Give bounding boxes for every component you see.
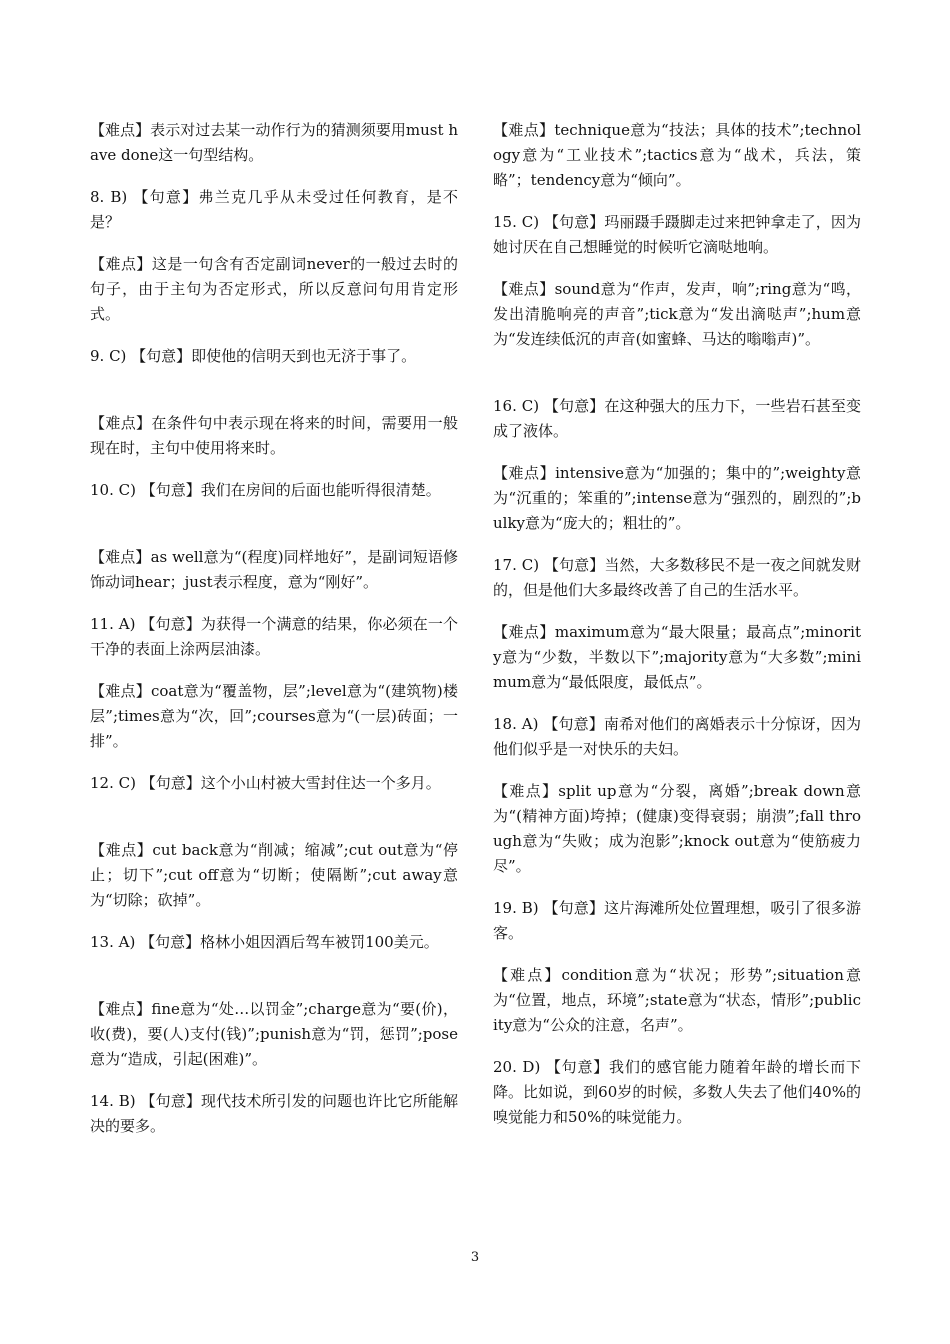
paragraph: 18. A) 【句意】南希对他们的离婚表示十分惊讶，因为他们似乎是一对快乐的夫妇。 — [493, 715, 861, 758]
page-number: 3 — [470, 1250, 480, 1265]
paragraph: 【难点】technique意为“技法；具体的技术”;technology意为“工业技术”;tactics意为“战术，兵法，策略”；tendency意为“倾向”。 — [493, 121, 861, 189]
paragraph: 【难点】这是一句含有否定副词never的一般过去时的句子，由于主句为否定形式，所以反意问句用肯定形式。 — [90, 255, 458, 323]
paragraph: 【难点】sound意为“作声，发声，响”;ring意为“鸣，发出清脆响亮的声音”;tick意为“发出滴哒声”;hum意为“发连续低沉的声音(如蜜蜂、马达的嗡嗡声)”。 — [493, 280, 861, 348]
paragraph: 12. C) 【句意】这个小山村被大雪封住达一个多月。 — [90, 774, 441, 792]
paragraph: 11. A) 【句意】为获得一个满意的结果，你必须在一个干净的表面上涂两层油漆。 — [90, 615, 458, 658]
paragraph: 17. C) 【句意】当然，大多数移民不是一夜之间就发财的，但是他们大多最终改善了自己的生活水平。 — [493, 556, 861, 599]
paragraph: 【难点】intensive意为“加强的；集中的”;weighty意为“沉重的；笨重的”;intense意为“强烈的，剧烈的”;bulky意为“庞大的；粗壮的”。 — [493, 464, 861, 532]
paragraph: 10. C) 【句意】我们在房间的后面也能听得很清楚。 — [90, 481, 441, 499]
paragraph: 【难点】表示对过去某一动作行为的猜测须要用must have done这一句型结构。 — [90, 121, 458, 164]
paragraph: 9. C) 【句意】即使他的信明天到也无济于事了。 — [90, 347, 417, 365]
paragraph: 14. B) 【句意】现代技术所引发的问题也许比它所能解决的要多。 — [90, 1092, 458, 1135]
paragraph: 【难点】coat意为“覆盖物，层”;level意为“(建筑物)楼层”;times意为“次，回”;courses意为“(一层)砖面；一排”。 — [90, 682, 458, 750]
paragraph: 16. C) 【句意】在这种强大的压力下，一些岩石甚至变成了液体。 — [493, 397, 861, 440]
paragraph: 13. A) 【句意】格林小姐因酒后驾车被罚100美元。 — [90, 933, 439, 951]
paragraph: 【难点】maximum意为“最大限量；最高点”;minority意为“少数，半数以下”;majority意为“大多数”;minimum意为“最低限度，最低点”。 — [493, 623, 861, 691]
paragraph: 【难点】split up意为“分裂，离婚”;break down意为“(精神方面)垮掉；(健康)变得衰弱；崩溃”;fall through意为“失败；成为泡影”;knock out意为“使筋疲力尽”。 — [493, 782, 861, 875]
paragraph: 20. D) 【句意】我们的感官能力随着年龄的增长而下降。比如说，到60岁的时候，多数人失去了他们40%的嗅觉能力和50%的味觉能力。 — [493, 1058, 861, 1126]
right-column — [493, 118, 861, 1130]
paragraph: 15. C) 【句意】玛丽蹑手蹑脚走过来把钟拿走了，因为她讨厌在自己想睡觉的时候听它滴哒地响。 — [493, 213, 861, 256]
paragraph: 8. B) 【句意】弗兰克几乎从未受过任何教育，是不是？ — [90, 188, 458, 231]
left-column — [90, 118, 458, 1139]
paragraph: 【难点】as well意为“(程度)同样地好”，是副词短语修饰动词hear；just表示程度，意为“刚好”。 — [90, 548, 458, 591]
paragraph: 19. B) 【句意】这片海滩所处位置理想，吸引了很多游客。 — [493, 899, 861, 942]
paragraph: 【难点】condition意为“状况；形势”;situation意为“位置，地点，环境”;state意为“状态，情形”;publicity意为“公众的注意，名声”。 — [493, 966, 861, 1034]
paragraph: 【难点】在条件句中表示现在将来的时间，需要用一般现在时，主句中使用将来时。 — [90, 414, 458, 457]
paragraph: 【难点】fine意为“处…以罚金”;charge意为“要(价)，收(费)，要(人)支付(钱)”;punish意为“罚，惩罚”;pose意为“造成，引起(困难)”。 — [90, 1000, 458, 1068]
paragraph: 【难点】cut back意为“削减；缩减”;cut out意为“停止；切下”;cut off意为“切断；使隔断”;cut away意为“切除；砍掉”。 — [90, 841, 458, 909]
